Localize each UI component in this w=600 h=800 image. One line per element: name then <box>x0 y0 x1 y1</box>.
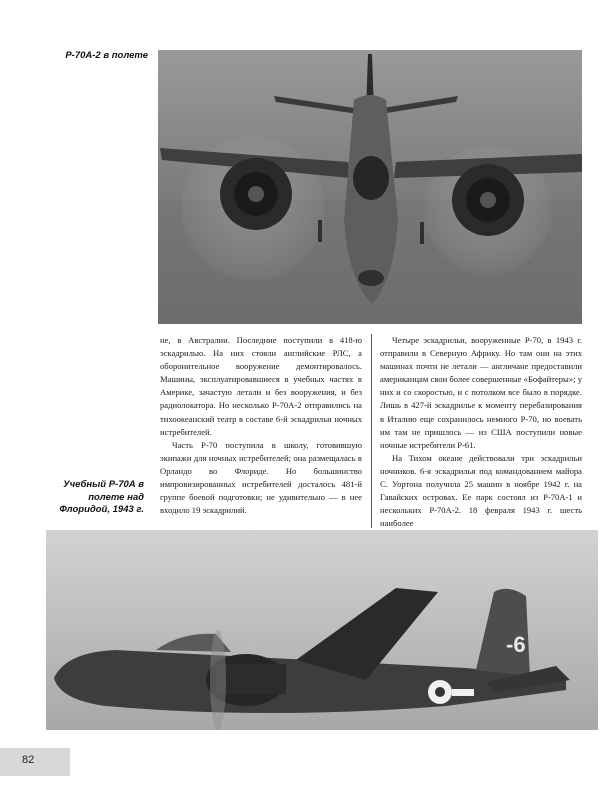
paragraph: не, в Австралии. Последние поступили в 418-ю эскадрилью. На них стояли английские РЛС, а оборонительное вооружение демонтировалось. Машины, эксплуатировавшиеся в учебных частях в Америке, зачастую летали и без вооружения, и без радиолокатора. Но несколько Р-70А-2 отправились на тихоокеанский театр в составе 6-й эскадрильи ночных истребителей. <box>160 335 362 437</box>
aircraft-photo-top <box>158 50 582 324</box>
p70a2-inflight-image <box>158 50 582 324</box>
photo-caption-top: Р-70А-2 в полете <box>65 50 148 61</box>
paragraph: Четыре эскадрильи, вооруженные Р-70, в 1943 г. отправили в Северную Африку. Но там они на этих машинах почти не летали — англичане предоставили американцам свои более совершенные «Бофайтеры»; у них и со скоростью, и с потолком все было в порядке. Лишь в 427-й эскадрилье к моменту перебазирования в Италию еще сохранилось немного Р-70, но воевать им там не пришлось — из США поступили новые ночные истребители Р-61. <box>380 335 582 450</box>
paragraph: На Тихом океане действовали три эскадрильи ночников. 6-я эскадрилья под командованием майора С. Уортона получила 25 машин в ноябре 1942 г. на Гавайских островах. Ее парк состоял из Р-70А-1 и нескольких Р-70А-2. 18 февраля 1943 г. шесть наиболее <box>380 452 582 529</box>
text-column-left <box>160 334 362 517</box>
page-number-background <box>0 748 70 776</box>
tail-marking: -6 <box>506 632 526 657</box>
aircraft-photo-bottom <box>46 530 598 730</box>
photo-caption-bottom: Учебный Р-70А в полете над Флоридой, 1943 г. <box>59 479 144 515</box>
text-column-right <box>380 334 582 530</box>
column-divider <box>371 334 372 528</box>
page-number: 82 <box>22 754 35 766</box>
paragraph: Часть Р-70 поступила в школу, готовившую экипажи для ночных истребителей; она размещалась в Орландо во Флориде. Но большинство импровизированных истребителей досталось 481-й группе боевой подготовки; не удивительно — в нее входило 19 эскадрилий. <box>160 439 362 516</box>
p70a-trainer-image <box>46 530 598 730</box>
